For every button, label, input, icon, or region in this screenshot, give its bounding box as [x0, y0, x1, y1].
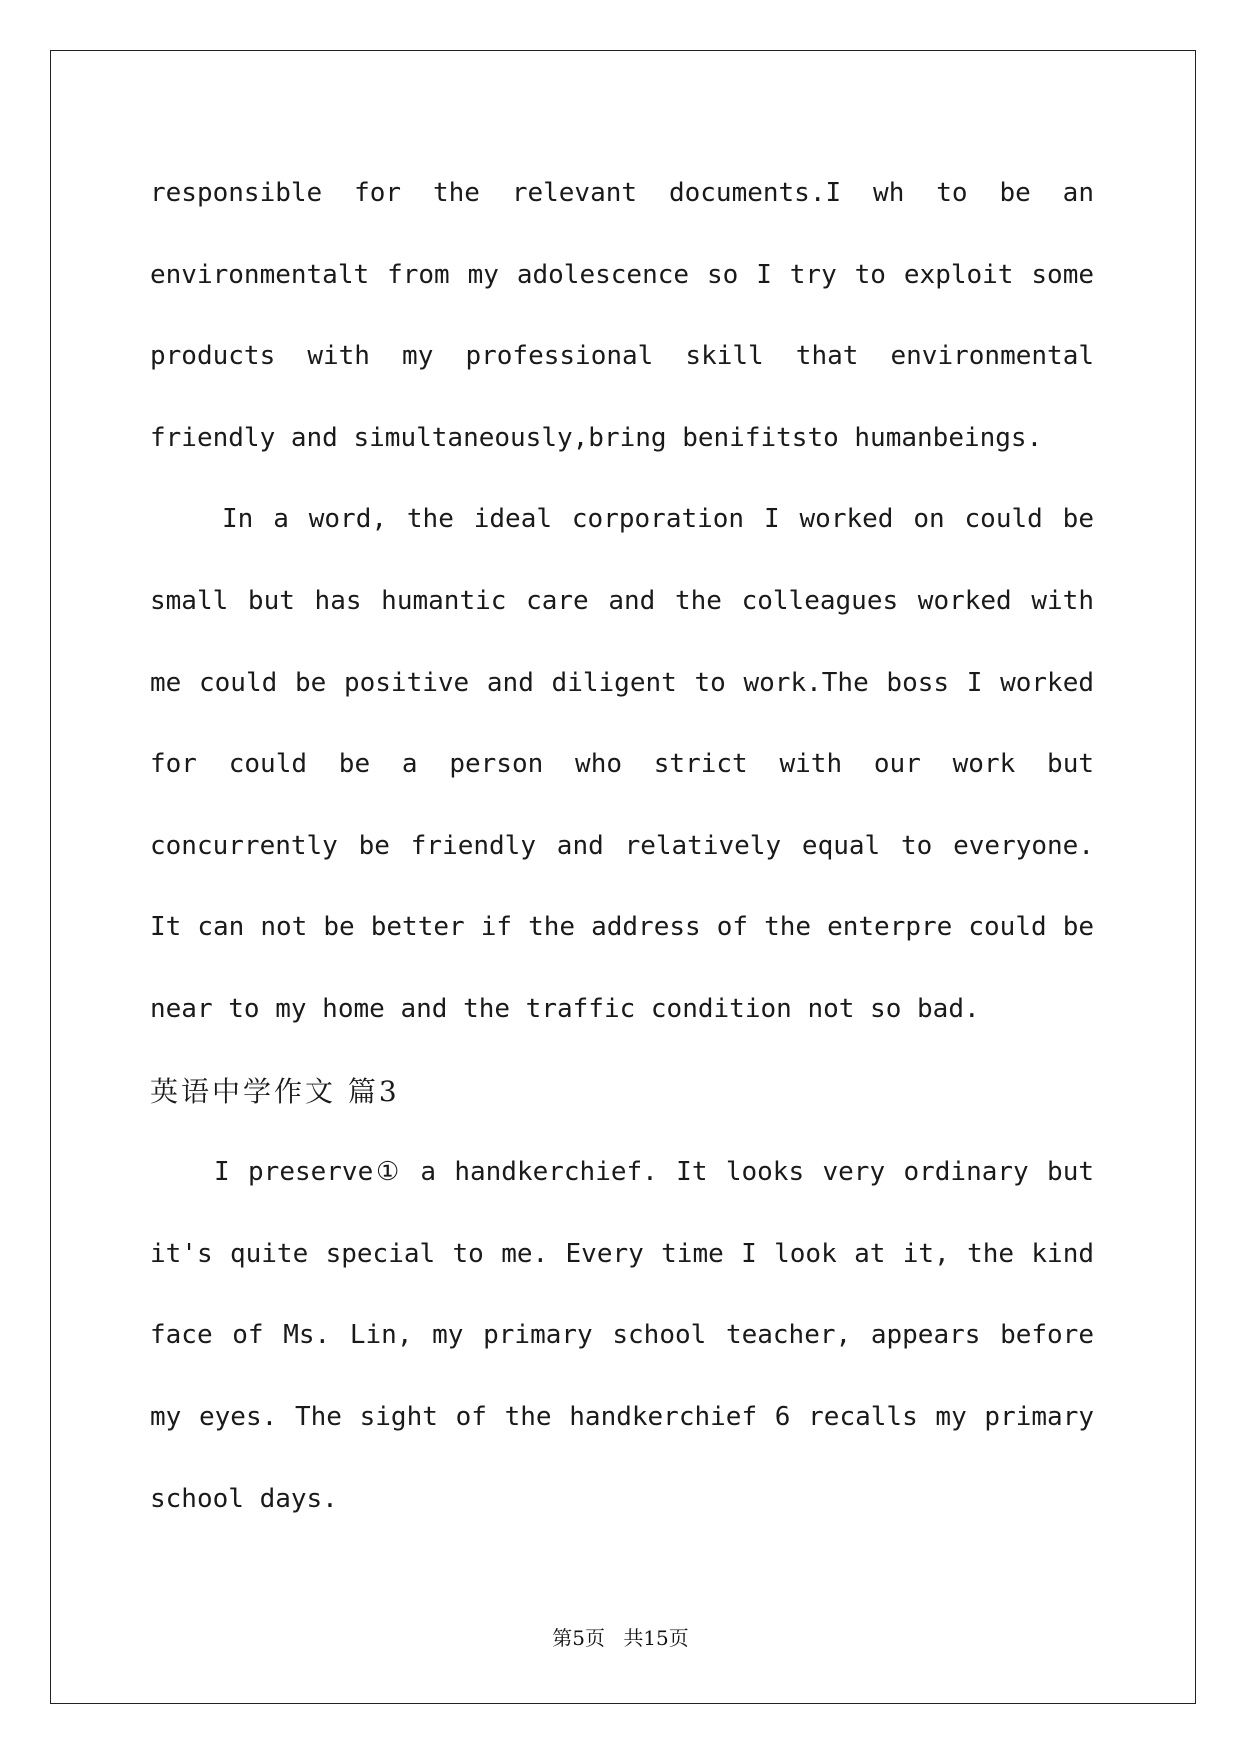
text-line: products with my professional skill that environmental — [150, 341, 1094, 372]
page-total: 共15页 — [623, 1626, 689, 1650]
text-line: it's quite special to me. Every time I look at it, the kind — [150, 1238, 1094, 1269]
page-footer — [0, 1622, 1241, 1651]
text-line: environmentalt from my adolescence so I try to exploit some — [150, 259, 1094, 290]
paragraph — [150, 479, 1094, 1050]
text-line: responsible for the relevant documents.I wh to be an — [150, 178, 1094, 208]
text-line: small but has humantic care and the colleagues worked with — [150, 585, 1094, 616]
text-line: I preserve① a handkerchief. It looks very ordinary but — [214, 1157, 1094, 1188]
section-heading: 英语中学作文 篇3 — [150, 1074, 400, 1108]
text-line: me could be positive and diligent to work.The boss I worked — [150, 667, 1094, 698]
text-line: my eyes. The sight of the handkerchief 6 recalls my primary — [150, 1401, 1094, 1432]
text-line: concurrently be friendly and relatively equal to everyone. — [150, 830, 1094, 861]
text-line: for could be a person who strict with our work but — [150, 749, 1094, 780]
document-body — [150, 153, 1094, 1540]
paragraph — [150, 1132, 1094, 1540]
text-line: near to my home and the traffic condition not so bad. — [150, 993, 980, 1024]
page-number: 第5页 — [552, 1626, 605, 1650]
text-line: In a word, the ideal corporation I worked on could be — [222, 504, 1094, 535]
text-line: It can not be better if the address of the enterpre could be — [150, 912, 1094, 943]
paragraph — [150, 153, 1094, 479]
text-line: friendly and simultaneously,bring benifitsto humanbeings. — [150, 422, 1043, 453]
text-line: school days. — [150, 1483, 338, 1514]
text-line: face of Ms. Lin, my primary school teacher, appears before — [150, 1320, 1094, 1351]
